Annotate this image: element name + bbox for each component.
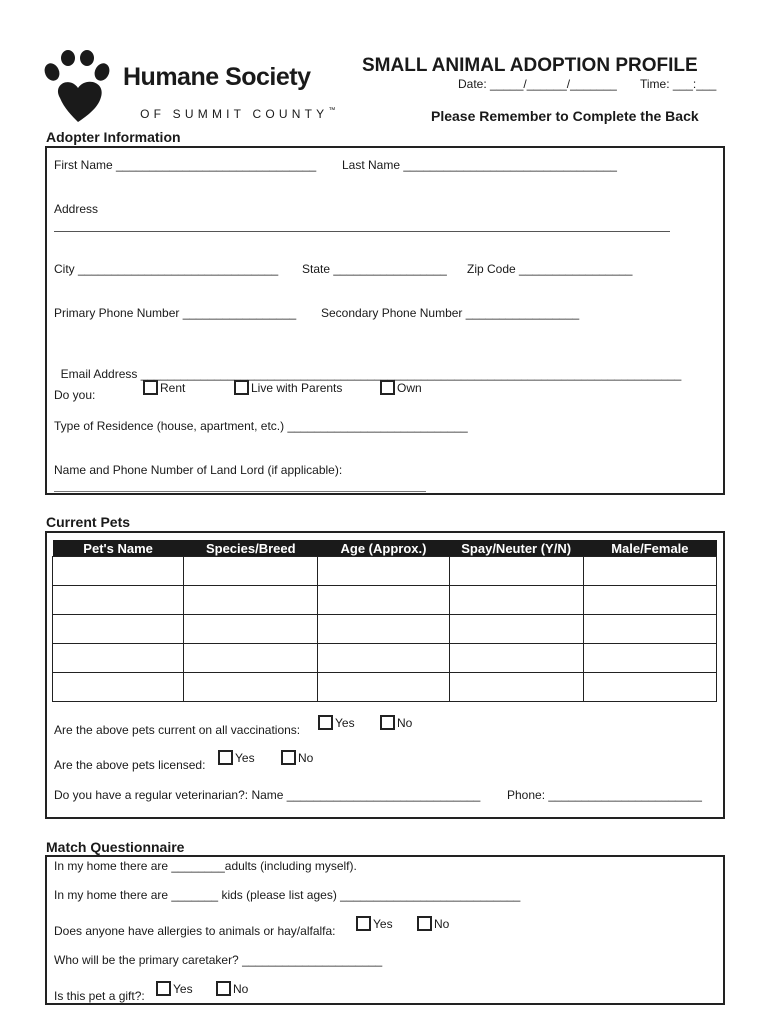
licensed-no-checkbox[interactable] bbox=[281, 750, 296, 765]
pet-name-cell[interactable] bbox=[53, 644, 184, 673]
species-cell[interactable] bbox=[184, 586, 318, 615]
allergies-yes-checkbox[interactable] bbox=[356, 916, 371, 931]
age-cell[interactable] bbox=[318, 615, 449, 644]
secondary-phone-field[interactable]: Secondary Phone Number _________________ bbox=[321, 306, 580, 320]
species-cell[interactable] bbox=[184, 557, 318, 586]
spay-cell[interactable] bbox=[449, 615, 583, 644]
allergies-no-checkbox[interactable] bbox=[417, 916, 432, 931]
gift-yes-checkbox[interactable] bbox=[156, 981, 171, 996]
adults-count-field[interactable]: In my home there are ________adults (including myself). bbox=[54, 859, 357, 873]
logo-name: Humane Society bbox=[123, 63, 311, 91]
pets-table bbox=[52, 540, 717, 702]
paw-heart-logo bbox=[42, 50, 120, 124]
allergies-no-option[interactable] bbox=[417, 916, 449, 931]
veterinarian-phone-field[interactable]: Phone: _______________________ bbox=[507, 788, 702, 802]
city-field[interactable]: City ______________________________ bbox=[54, 262, 279, 276]
col-male-female: Male/Female bbox=[583, 540, 716, 557]
vaccinations-no-option[interactable] bbox=[380, 715, 412, 730]
gift-no-checkbox[interactable] bbox=[216, 981, 231, 996]
page-title: SMALL ANIMAL ADOPTION PROFILE bbox=[362, 55, 698, 76]
licensed-yes-label: Yes bbox=[235, 751, 255, 765]
live-with-parents-option[interactable] bbox=[234, 380, 342, 395]
sex-cell[interactable] bbox=[583, 615, 716, 644]
vaccinations-yes-checkbox[interactable] bbox=[318, 715, 333, 730]
first-name-field[interactable]: First Name ______________________________ bbox=[54, 158, 317, 172]
gift-question: Is this pet a gift?: bbox=[54, 989, 145, 1003]
rent-label: Rent bbox=[160, 381, 186, 395]
live-with-parents-checkbox[interactable] bbox=[234, 380, 249, 395]
spay-cell[interactable] bbox=[449, 586, 583, 615]
sex-cell[interactable] bbox=[583, 557, 716, 586]
state-field[interactable]: State _________________ bbox=[302, 262, 447, 276]
licensed-no-option[interactable] bbox=[281, 750, 313, 765]
licensed-yes-option[interactable] bbox=[218, 750, 255, 765]
spay-cell[interactable] bbox=[449, 644, 583, 673]
licensed-question: Are the above pets licensed: bbox=[54, 758, 206, 772]
table-row bbox=[53, 644, 717, 673]
pet-name-cell[interactable] bbox=[53, 557, 184, 586]
adopter-section-title: Adopter Information bbox=[46, 129, 181, 145]
email-field[interactable]: Email Address _________________________________________________________________________________ bbox=[60, 367, 682, 381]
adopter-info-box bbox=[45, 146, 725, 495]
vaccinations-yes-label: Yes bbox=[335, 716, 355, 730]
species-cell[interactable] bbox=[184, 644, 318, 673]
table-row bbox=[53, 557, 717, 586]
allergies-yes-label: Yes bbox=[373, 917, 393, 931]
table-row bbox=[53, 615, 717, 644]
kids-count-field[interactable]: In my home there are _______ kids (please list ages) ___________________________ bbox=[54, 888, 521, 902]
zip-code-field[interactable]: Zip Code _________________ bbox=[467, 262, 633, 276]
col-age: Age (Approx.) bbox=[318, 540, 449, 557]
vaccinations-question: Are the above pets current on all vaccinations: bbox=[54, 723, 301, 737]
allergies-no-label: No bbox=[434, 917, 450, 931]
reminder-text: Please Remember to Complete the Back bbox=[431, 108, 699, 124]
gift-yes-option[interactable] bbox=[156, 981, 193, 996]
age-cell[interactable] bbox=[318, 644, 449, 673]
vaccinations-yes-option[interactable] bbox=[318, 715, 355, 730]
species-cell[interactable] bbox=[184, 615, 318, 644]
address-line[interactable] bbox=[54, 230, 670, 232]
table-row bbox=[53, 673, 717, 702]
table-row bbox=[53, 586, 717, 615]
date-field[interactable]: Date: _____/______/_______ bbox=[458, 77, 617, 91]
match-section-title: Match Questionnaire bbox=[46, 839, 185, 855]
vaccinations-no-label: No bbox=[397, 716, 413, 730]
own-option[interactable] bbox=[380, 380, 422, 395]
residence-type-field[interactable]: Type of Residence (house, apartment, etc.) ___________________________ bbox=[54, 419, 468, 433]
gift-no-option[interactable] bbox=[216, 981, 248, 996]
licensed-no-label: No bbox=[298, 751, 314, 765]
rent-option[interactable] bbox=[143, 380, 185, 395]
licensed-yes-checkbox[interactable] bbox=[218, 750, 233, 765]
own-label: Own bbox=[397, 381, 422, 395]
live-with-parents-label: Live with Parents bbox=[251, 381, 343, 395]
sex-cell[interactable] bbox=[583, 644, 716, 673]
sex-cell[interactable] bbox=[583, 586, 716, 615]
age-cell[interactable] bbox=[318, 557, 449, 586]
col-pet-name: Pet's Name bbox=[53, 540, 184, 557]
pet-name-cell[interactable] bbox=[53, 615, 184, 644]
do-you-label: Do you: bbox=[54, 388, 96, 402]
age-cell[interactable] bbox=[318, 673, 449, 702]
species-cell[interactable] bbox=[184, 673, 318, 702]
time-field[interactable]: Time: ___:___ bbox=[640, 77, 717, 91]
gift-yes-label: Yes bbox=[173, 982, 193, 996]
pets-table-header bbox=[53, 540, 717, 557]
landlord-line[interactable] bbox=[54, 490, 426, 492]
primary-caretaker-field[interactable]: Who will be the primary caretaker? _____________________ bbox=[54, 953, 383, 967]
rent-checkbox[interactable] bbox=[143, 380, 158, 395]
age-cell[interactable] bbox=[318, 586, 449, 615]
col-spay-neuter: Spay/Neuter (Y/N) bbox=[449, 540, 583, 557]
logo-subtitle: OF SUMMIT COUNTY™ bbox=[140, 107, 336, 121]
spay-cell[interactable] bbox=[449, 557, 583, 586]
allergies-yes-option[interactable] bbox=[356, 916, 393, 931]
vaccinations-no-checkbox[interactable] bbox=[380, 715, 395, 730]
last-name-field[interactable]: Last Name ________________________________ bbox=[342, 158, 617, 172]
address-label: Address bbox=[54, 202, 99, 216]
own-checkbox[interactable] bbox=[380, 380, 395, 395]
pets-section-title: Current Pets bbox=[46, 514, 131, 530]
allergies-question: Does anyone have allergies to animals or hay/alfalfa: bbox=[54, 924, 336, 938]
landlord-label: Name and Phone Number of Land Lord (if applicable): bbox=[54, 463, 343, 477]
veterinarian-name-field[interactable]: Do you have a regular veterinarian?: Name _____________________________ bbox=[54, 788, 481, 802]
pet-name-cell[interactable] bbox=[53, 586, 184, 615]
sex-cell[interactable] bbox=[583, 673, 716, 702]
gift-no-label: No bbox=[233, 982, 249, 996]
pet-name-cell[interactable] bbox=[53, 673, 184, 702]
col-species-breed: Species/Breed bbox=[184, 540, 318, 557]
spay-cell[interactable] bbox=[449, 673, 583, 702]
primary-phone-field[interactable]: Primary Phone Number _________________ bbox=[54, 306, 297, 320]
